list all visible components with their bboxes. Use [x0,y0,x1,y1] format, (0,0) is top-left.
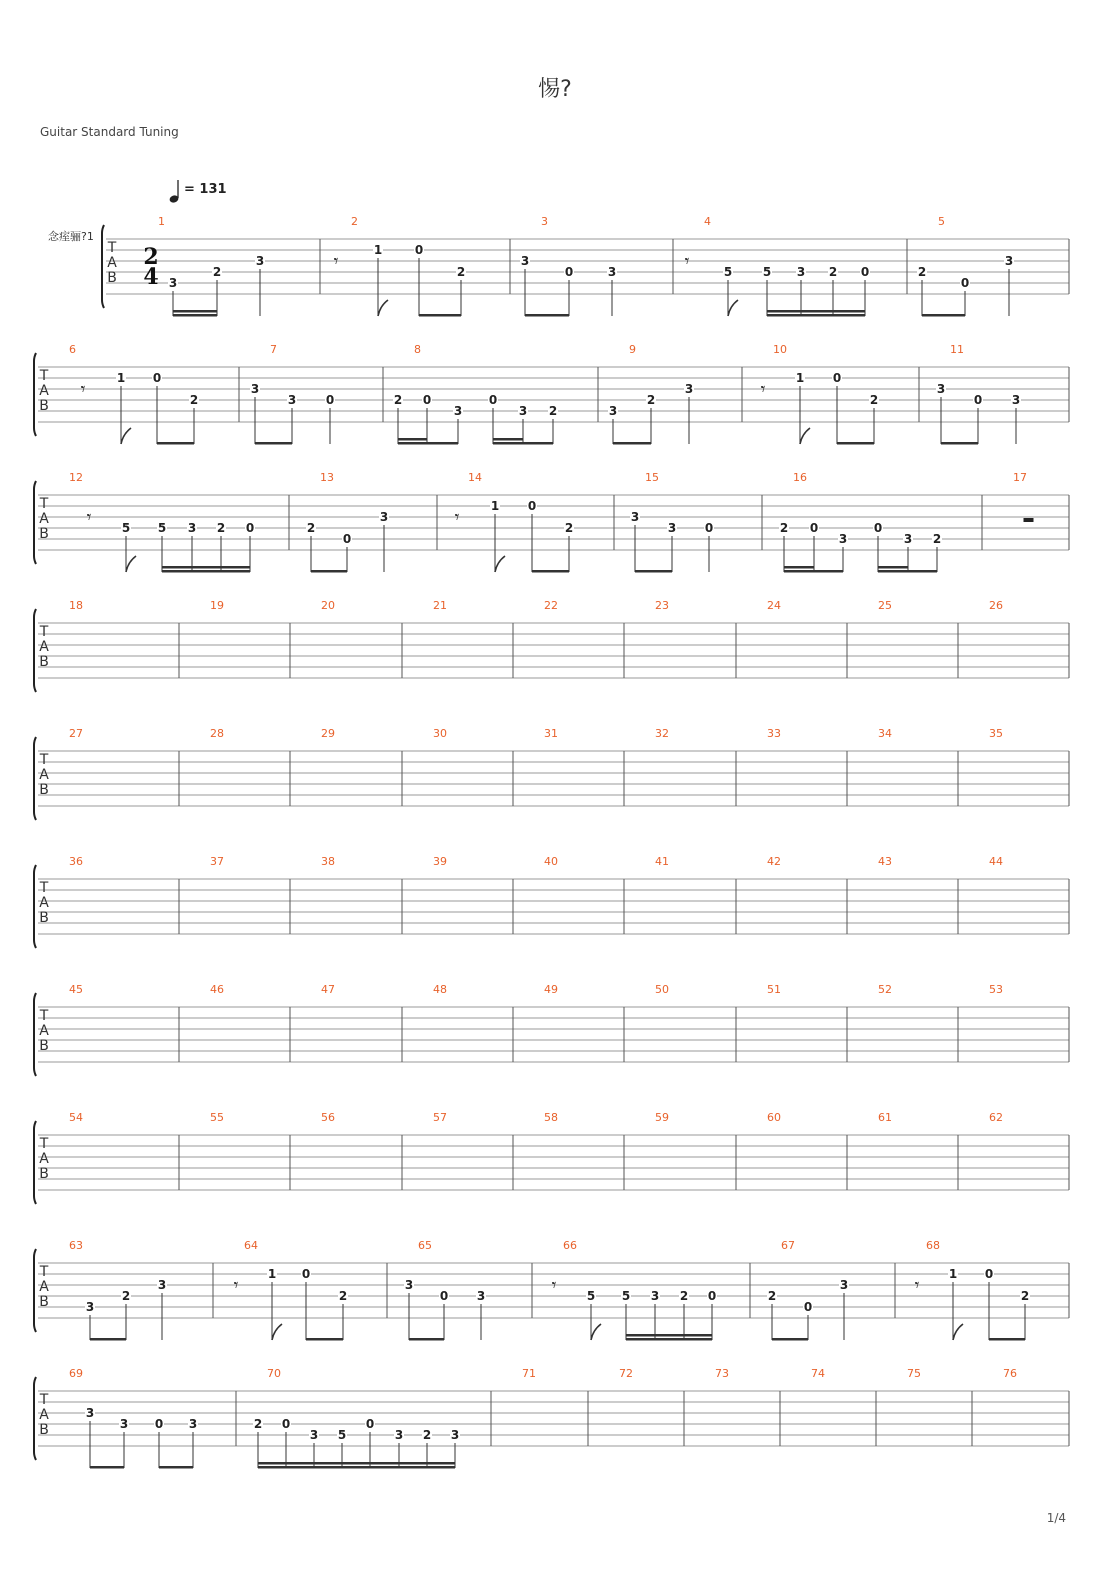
tab-clef-letter: T [39,1392,49,1408]
beam-secondary [286,1462,314,1465]
measure-number: 36 [69,855,83,868]
tab-clef-letter: A [39,895,49,911]
beam-primary [90,1466,124,1469]
measure-number: 32 [655,727,669,740]
measure-number: 6 [69,343,76,356]
fret-number: 0 [488,393,498,407]
fret-number: 0 [439,1289,449,1303]
fret-number: 3 [255,254,265,268]
measure-number: 69 [69,1367,83,1380]
beam-primary [258,1466,455,1469]
measure-number: 28 [210,727,224,740]
measure-number: 43 [878,855,892,868]
measure-number: 51 [767,983,781,996]
tab-clef-letter: T [39,1264,49,1280]
beam-primary [306,1338,343,1341]
fret-number: 0 [245,521,255,535]
measure-number: 63 [69,1239,83,1252]
measure-number: 11 [950,343,964,356]
fret-number: 2 [456,265,466,279]
measure-number: 14 [468,471,482,484]
fret-number: 0 [873,521,883,535]
fret-number: 1 [373,243,383,257]
measure-number: 75 [907,1367,921,1380]
measure-number: 60 [767,1111,781,1124]
system-bracket [34,737,36,820]
fret-number: 5 [586,1289,596,1303]
fret-number: 3 [394,1428,404,1442]
fret-number: 0 [564,265,574,279]
fret-number: 0 [301,1267,311,1281]
measure-number: 70 [267,1367,281,1380]
beam-primary [173,314,217,317]
fret-number: 0 [325,393,335,407]
beam-secondary [398,438,427,441]
measure-number: 46 [210,983,224,996]
measure-number: 19 [210,599,224,612]
beam-primary [398,442,458,445]
eighth-rest: 𝄾 [86,507,92,528]
beam-primary [941,442,978,445]
measure-number: 7 [270,343,277,356]
tab-clef-letter: A [39,1407,49,1423]
fret-number: 0 [152,371,162,385]
track-name: 念痓骊?1 [48,230,94,243]
measure-number: 25 [878,599,892,612]
tab-clef-letter: A [39,1151,49,1167]
tab-clef-letter: B [107,270,117,286]
measure-number: 33 [767,727,781,740]
beam-primary [784,570,843,573]
fret-number: 2 [216,521,226,535]
note-flag [495,556,505,572]
measure-number: 65 [418,1239,432,1252]
fret-number: 3 [520,254,530,268]
measure-number: 74 [811,1367,825,1380]
system-bracket [34,609,36,692]
fret-number: 2 [422,1428,432,1442]
beam-secondary [427,1462,455,1465]
beam-primary [922,314,965,317]
tab-clef-letter: T [107,240,117,256]
fret-number: 5 [121,521,131,535]
fret-number: 2 [393,393,403,407]
measure-number: 5 [938,215,945,228]
fret-number: 0 [860,265,870,279]
measure-number: 31 [544,727,558,740]
measure-number: 29 [321,727,335,740]
tab-clef-letter: B [39,398,49,414]
beam-secondary [162,566,192,569]
beam-secondary [314,1462,342,1465]
measure-number: 76 [1003,1367,1017,1380]
fret-number: 3 [667,521,677,535]
beam-secondary [258,1462,286,1465]
tab-clef-letter: A [39,767,49,783]
fret-number: 0 [422,393,432,407]
fret-number: 3 [453,404,463,418]
measure-number: 23 [655,599,669,612]
measure-number: 24 [767,599,781,612]
beam-secondary [493,438,523,441]
fret-number: 0 [973,393,983,407]
beam-primary [162,570,250,573]
beam-secondary [878,566,908,569]
beam-primary [878,570,937,573]
measure-number: 39 [433,855,447,868]
measure-number: 13 [320,471,334,484]
system-bracket [34,865,36,948]
tab-clef-letter: B [39,910,49,926]
system-bracket [34,1249,36,1332]
measure-number: 55 [210,1111,224,1124]
half-rest [1024,518,1034,522]
beam-primary [635,570,672,573]
fret-number: 3 [608,404,618,418]
measure-number: 18 [69,599,83,612]
fret-number: 3 [1004,254,1014,268]
measure-number: 53 [989,983,1003,996]
beam-secondary [626,1334,655,1337]
measure-number: 73 [715,1367,729,1380]
beam-primary [772,1338,808,1341]
time-signature-top: 2 [143,244,159,270]
fret-number: 2 [917,265,927,279]
eighth-rest: 𝄾 [551,1275,557,1296]
beam-secondary [833,310,865,313]
measure-number: 54 [69,1111,83,1124]
measure-number: 27 [69,727,83,740]
fret-number: 3 [838,532,848,546]
fret-number: 2 [306,521,316,535]
tab-clef-letter: A [39,639,49,655]
beam-secondary [370,1462,399,1465]
measure-number: 12 [69,471,83,484]
fret-number: 5 [337,1428,347,1442]
fret-number: 3 [450,1428,460,1442]
fret-number: 0 [414,243,424,257]
note-flag [591,1324,601,1340]
measure-number: 45 [69,983,83,996]
tempo-marking [169,180,227,204]
beam-secondary [767,310,801,313]
measure-number: 2 [351,215,358,228]
fret-number: 0 [365,1417,375,1431]
fret-number: 2 [869,393,879,407]
fret-number: 2 [253,1417,263,1431]
fret-number: 3 [936,382,946,396]
fret-number: 2 [338,1289,348,1303]
fret-number: 3 [476,1289,486,1303]
tuning-label: Guitar Standard Tuning [40,125,179,139]
fret-number: 1 [795,371,805,385]
fret-number: 3 [85,1406,95,1420]
measure-number: 37 [210,855,224,868]
note-flag [728,300,738,316]
tab-clef-letter: T [39,1008,49,1024]
measure-number: 1 [158,215,165,228]
fret-number: 3 [903,532,913,546]
eighth-rest: 𝄾 [684,251,690,272]
tab-clef-letter: A [39,1279,49,1295]
fret-number: 3 [119,1417,129,1431]
time-signature-bottom: 4 [143,264,159,290]
fret-number: 2 [121,1289,131,1303]
fret-number: 0 [527,499,537,513]
beam-primary [255,442,292,445]
measure-number: 30 [433,727,447,740]
fret-number: 5 [621,1289,631,1303]
measure-number: 40 [544,855,558,868]
fret-number: 2 [932,532,942,546]
fret-number: 3 [650,1289,660,1303]
beam-primary [159,1466,193,1469]
fret-number: 0 [154,1417,164,1431]
beam-primary [837,442,874,445]
fret-number: 0 [809,521,819,535]
tab-clef-letter: B [39,1294,49,1310]
measure-number: 22 [544,599,558,612]
beam-primary [525,314,569,317]
measure-number: 41 [655,855,669,868]
measure-number: 4 [704,215,711,228]
system-bracket [34,353,36,436]
measure-number: 67 [781,1239,795,1252]
measure-number: 56 [321,1111,335,1124]
measure-number: 44 [989,855,1003,868]
beam-primary [157,442,194,445]
beam-primary [626,1338,712,1341]
fret-number: 3 [379,510,389,524]
fret-number: 5 [157,521,167,535]
measure-number: 49 [544,983,558,996]
fret-number: 0 [960,276,970,290]
fret-number: 3 [1011,393,1021,407]
tab-clef-letter: T [39,1136,49,1152]
tab-clef-letter: B [39,1038,49,1054]
measure-number: 66 [563,1239,577,1252]
fret-number: 2 [1020,1289,1030,1303]
note-flag [126,556,136,572]
system-bracket [34,1377,36,1460]
fret-number: 2 [212,265,222,279]
tab-clef-letter: A [39,1023,49,1039]
eighth-rest: 𝄾 [333,251,339,272]
fret-number: 3 [287,393,297,407]
tab-clef-letter: B [39,782,49,798]
measure-number: 8 [414,343,421,356]
beam-secondary [784,566,814,569]
measure-number: 3 [541,215,548,228]
tab-clef-letter: B [39,1422,49,1438]
measure-number: 48 [433,983,447,996]
beam-secondary [342,1462,370,1465]
fret-number: 1 [267,1267,277,1281]
fret-number: 0 [984,1267,994,1281]
fret-number: 3 [168,276,178,290]
tab-clef-letter: A [107,255,117,271]
measure-number: 57 [433,1111,447,1124]
fret-number: 0 [803,1300,813,1314]
fret-number: 2 [548,404,558,418]
fret-number: 0 [342,532,352,546]
beam-primary [90,1338,126,1341]
note-flag [953,1324,963,1340]
beam-secondary [655,1334,684,1337]
fret-number: 3 [684,382,694,396]
fret-number: 2 [779,521,789,535]
measure-number: 42 [767,855,781,868]
fret-number: 3 [250,382,260,396]
note-flag [272,1324,282,1340]
measure-number: 64 [244,1239,258,1252]
fret-number: 5 [762,265,772,279]
eighth-rest: 𝄾 [233,1275,239,1296]
measure-number: 15 [645,471,659,484]
fret-number: 2 [646,393,656,407]
fret-number: 0 [707,1289,717,1303]
measure-number: 72 [619,1367,633,1380]
tab-clef-letter: B [39,654,49,670]
beam-primary [419,314,461,317]
fret-number: 3 [309,1428,319,1442]
beam-primary [311,570,347,573]
measure-number: 38 [321,855,335,868]
fret-number: 3 [157,1278,167,1292]
fret-number: 2 [828,265,838,279]
tab-clef-letter: B [39,526,49,542]
fret-number: 3 [188,1417,198,1431]
system-bracket [34,993,36,1076]
beam-secondary [192,566,221,569]
note-flag [800,428,810,444]
measure-number: 58 [544,1111,558,1124]
beam-secondary [399,1462,427,1465]
tab-clef-letter: T [39,368,49,384]
beam-primary [493,442,553,445]
measure-number: 21 [433,599,447,612]
note-flag [378,300,388,316]
eighth-rest: 𝄾 [80,379,86,400]
fret-number: 0 [704,521,714,535]
beam-secondary [684,1334,712,1337]
fret-number: 3 [796,265,806,279]
fret-number: 3 [85,1300,95,1314]
tab-clef-letter: T [39,496,49,512]
measure-number: 62 [989,1111,1003,1124]
measure-number: 17 [1013,471,1027,484]
measure-number: 52 [878,983,892,996]
measure-number: 34 [878,727,892,740]
fret-number: 3 [404,1278,414,1292]
fret-number: 3 [839,1278,849,1292]
page-number: 1/4 [1046,1511,1066,1525]
system-bracket [102,225,104,308]
measure-number: 26 [989,599,1003,612]
fret-number: 5 [723,265,733,279]
fret-number: 3 [607,265,617,279]
tab-clef-letter: A [39,383,49,399]
fret-number: 1 [948,1267,958,1281]
measure-number: 50 [655,983,669,996]
fret-number: 2 [189,393,199,407]
fret-number: 1 [116,371,126,385]
system-bracket [34,1121,36,1204]
beam-primary [989,1338,1025,1341]
beam-primary [532,570,569,573]
measure-number: 20 [321,599,335,612]
tab-clef-letter: T [39,880,49,896]
fret-number: 3 [187,521,197,535]
tab-clef-letter: B [39,1166,49,1182]
measure-number: 16 [793,471,807,484]
beam-secondary [801,310,833,313]
measure-number: 47 [321,983,335,996]
measure-number: 71 [522,1367,536,1380]
fret-number: 2 [767,1289,777,1303]
tab-clef-letter: A [39,511,49,527]
eighth-rest: 𝄾 [914,1275,920,1296]
eighth-rest: 𝄾 [760,379,766,400]
tab-clef-letter: T [39,752,49,768]
tab-clef-letter: T [39,624,49,640]
measure-number: 61 [878,1111,892,1124]
beam-secondary [221,566,250,569]
system-bracket [34,481,36,564]
measure-number: 59 [655,1111,669,1124]
fret-number: 2 [564,521,574,535]
beam-primary [767,314,865,317]
beam-primary [409,1338,444,1341]
beam-primary [613,442,651,445]
fret-number: 0 [832,371,842,385]
measure-number: 35 [989,727,1003,740]
eighth-rest: 𝄾 [454,507,460,528]
fret-number: 3 [518,404,528,418]
fret-number: 3 [630,510,640,524]
tempo-text: = 131 [184,182,227,197]
measure-number: 9 [629,343,636,356]
measure-number: 68 [926,1239,940,1252]
fret-number: 2 [679,1289,689,1303]
song-title: 惕? [538,77,572,102]
beam-secondary [173,310,217,313]
fret-number: 1 [490,499,500,513]
measure-number: 10 [773,343,787,356]
fret-number: 0 [281,1417,291,1431]
note-flag [121,428,131,444]
